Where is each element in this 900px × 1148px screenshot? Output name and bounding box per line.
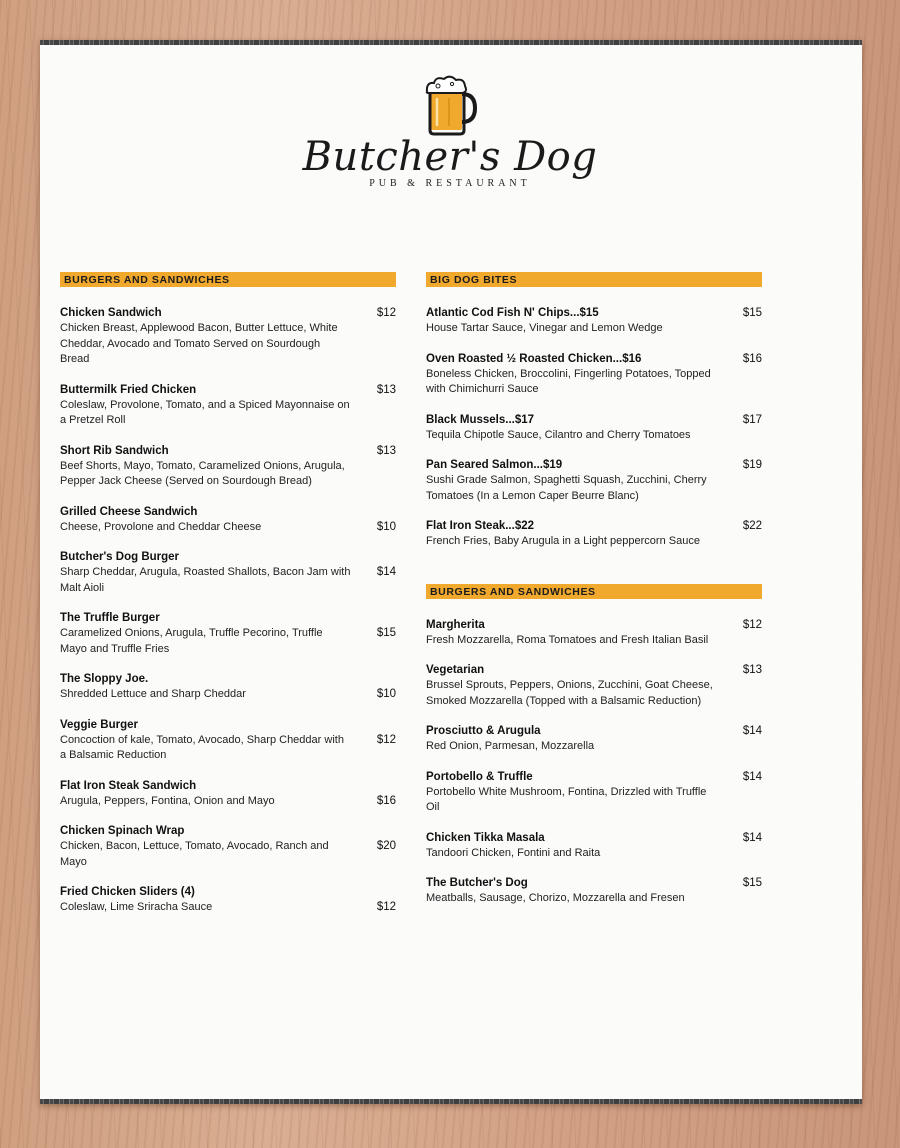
item-description: Coleslaw, Lime Sriracha Sauce (60, 901, 213, 913)
right-column (426, 272, 762, 922)
item-description: Red Onion, Parmesan, Mozzarella (426, 740, 595, 752)
item-name: Oven Roasted ½ Roasted Chicken...$16 (426, 352, 642, 365)
menu-item (60, 505, 396, 536)
menu-item (60, 718, 396, 764)
item-name: Chicken Sandwich (60, 307, 162, 319)
brand-subtitle: PUB & RESTAURANT (369, 178, 531, 189)
item-description: Cheese, Provolone and Cheddar Cheese (60, 520, 262, 533)
item-description: Beef Shorts, Mayo, Tomato, Caramelized Onions, Arugula, Pepper Jack Cheese (Served on Sourdough Bread) (60, 459, 345, 487)
menu-item (426, 876, 762, 907)
item-name: Chicken Tikka Masala (426, 831, 545, 844)
item-price: $20 (376, 840, 396, 852)
item-name: Grilled Cheese Sandwich (60, 505, 198, 518)
menu-item (426, 306, 762, 337)
item-description: Shredded Lettuce and Sharp Cheddar (60, 688, 246, 700)
brand-name: Butcher's Dog (302, 134, 598, 180)
item-price: $17 (742, 413, 762, 426)
menu-item (426, 770, 762, 816)
item-description: Caramelized Onions, Arugula, Truffle Pecorino, Truffle Mayo and Truffle Fries (60, 627, 323, 655)
item-price: $14 (742, 725, 762, 737)
item-description: House Tartar Sauce, Vinegar and Lemon Wedge (426, 322, 663, 334)
paper-torn-edge-top (40, 40, 862, 45)
item-description: Meatballs, Sausage, Chorizo, Mozzarella and Fresen (426, 892, 685, 904)
item-name: Flat Iron Steak Sandwich (60, 779, 197, 792)
item-price: $10 (376, 520, 396, 533)
item-description: Chicken, Bacon, Lettuce, Tomato, Avocado, Ranch and Mayo (60, 840, 329, 868)
item-price: $16 (376, 794, 396, 807)
menu-item (60, 444, 396, 490)
item-description: Chicken Breast, Applewood Bacon, Butter Lettuce, White Cheddar, Avocado and Tomato Served on Sourdough Bread (60, 322, 338, 365)
item-description: Coleslaw, Provolone, Tomato, and a Spiced Mayonnaise on a Pretzel Roll (60, 398, 350, 426)
section-title: BIG DOG BITES (430, 274, 518, 286)
item-description: Tandoori Chicken, Fontini and Raita (426, 846, 601, 859)
menu-item (426, 352, 762, 398)
item-price: $13 (376, 383, 396, 396)
item-description: Concoction of kale, Tomato, Avocado, Sharp Cheddar with a Balsamic Reduction (60, 733, 344, 761)
item-name: Prosciutto & Arugula (426, 725, 541, 737)
item-description: Portobello White Mushroom, Fontina, Drizzled with Truffle Oil (426, 785, 707, 813)
item-price: $12 (376, 307, 396, 319)
item-price: $19 (742, 459, 762, 471)
section-header-burgers-sandwiches (60, 272, 396, 287)
item-price: $14 (376, 566, 396, 578)
item-price: $14 (742, 831, 762, 844)
item-price: $14 (742, 770, 762, 783)
item-name: The Butcher's Dog (426, 877, 528, 889)
item-price: $15 (376, 627, 396, 639)
menu-item (426, 519, 762, 550)
item-name: The Sloppy Joe. (60, 673, 149, 685)
item-name: Short Rib Sandwich (60, 444, 169, 457)
item-description: Tequila Chipotle Sauce, Cilantro and Cherry Tomatoes (426, 428, 691, 441)
brand-logo (0, 74, 900, 189)
menu-item (60, 824, 396, 870)
item-description: Sharp Cheddar, Arugula, Roasted Shallots, Bacon Jam with Malt Aioli (60, 566, 351, 594)
menu-item (60, 550, 396, 596)
item-price: $16 (742, 352, 762, 365)
item-price: $13 (742, 664, 762, 676)
item-price: $12 (742, 618, 762, 631)
item-name: Fried Chicken Sliders (4) (60, 886, 195, 898)
item-price: $10 (376, 688, 396, 700)
menu-item (426, 618, 762, 649)
item-name: Portobello & Truffle (426, 770, 533, 783)
menu-item (60, 306, 396, 368)
item-description: Sushi Grade Salmon, Spaghetti Squash, Zucchini, Cherry Tomatoes (In a Lemon Caper Beurre Blanc) (426, 474, 707, 502)
item-description: Arugula, Peppers, Fontina, Onion and Mayo (60, 794, 275, 807)
menu-item (426, 724, 762, 755)
section-header-big-dog-bites (426, 272, 762, 287)
menu-item (426, 663, 762, 709)
menu-item (426, 831, 762, 862)
menu-item (60, 779, 396, 810)
item-description: Fresh Mozzarella, Roma Tomatoes and Fresh Italian Basil (426, 633, 709, 646)
menu-item (60, 672, 396, 703)
menu-item (60, 885, 396, 916)
item-name: Black Mussels...$17 (426, 413, 535, 426)
item-description: Brussel Sprouts, Peppers, Onions, Zucchini, Goat Cheese, Smoked Mozzarella (Topped with a Balsamic Reduction) (426, 679, 713, 707)
item-name: Margherita (426, 618, 485, 631)
item-name: The Truffle Burger (60, 612, 160, 624)
left-column (60, 272, 396, 931)
item-name: Flat Iron Steak...$22 (426, 520, 535, 532)
beer-mug-icon (422, 74, 478, 136)
item-price: $12 (376, 901, 396, 913)
item-price: $15 (742, 877, 762, 889)
menu-item (60, 611, 396, 657)
item-description: French Fries, Baby Arugula in a Light peppercorn Sauce (426, 535, 700, 547)
item-description: Boneless Chicken, Broccolini, Fingerling Potatoes, Topped with Chimichurri Sauce (426, 367, 711, 395)
item-name: Veggie Burger (60, 718, 138, 731)
item-price: $13 (376, 444, 396, 457)
item-name: Butcher's Dog Burger (60, 551, 180, 563)
item-name: Pan Seared Salmon...$19 (426, 459, 563, 471)
section-spacer (426, 565, 762, 584)
item-price: $22 (742, 520, 762, 532)
item-name: Vegetarian (426, 664, 485, 676)
item-name: Atlantic Cod Fish N' Chips...$15 (426, 307, 599, 319)
item-name: Buttermilk Fried Chicken (60, 383, 197, 396)
menu-item (426, 413, 762, 444)
paper-torn-edge-bottom (40, 1099, 862, 1104)
section-header-burgers-sandwiches-2 (426, 584, 762, 599)
item-price: $12 (376, 733, 396, 746)
item-name: Chicken Spinach Wrap (60, 825, 185, 837)
section-title: BURGERS AND SANDWICHES (64, 274, 230, 286)
item-price: $15 (742, 307, 762, 319)
menu-item (60, 383, 396, 429)
section-title: BURGERS AND SANDWICHES (430, 585, 596, 598)
menu-item (426, 458, 762, 504)
